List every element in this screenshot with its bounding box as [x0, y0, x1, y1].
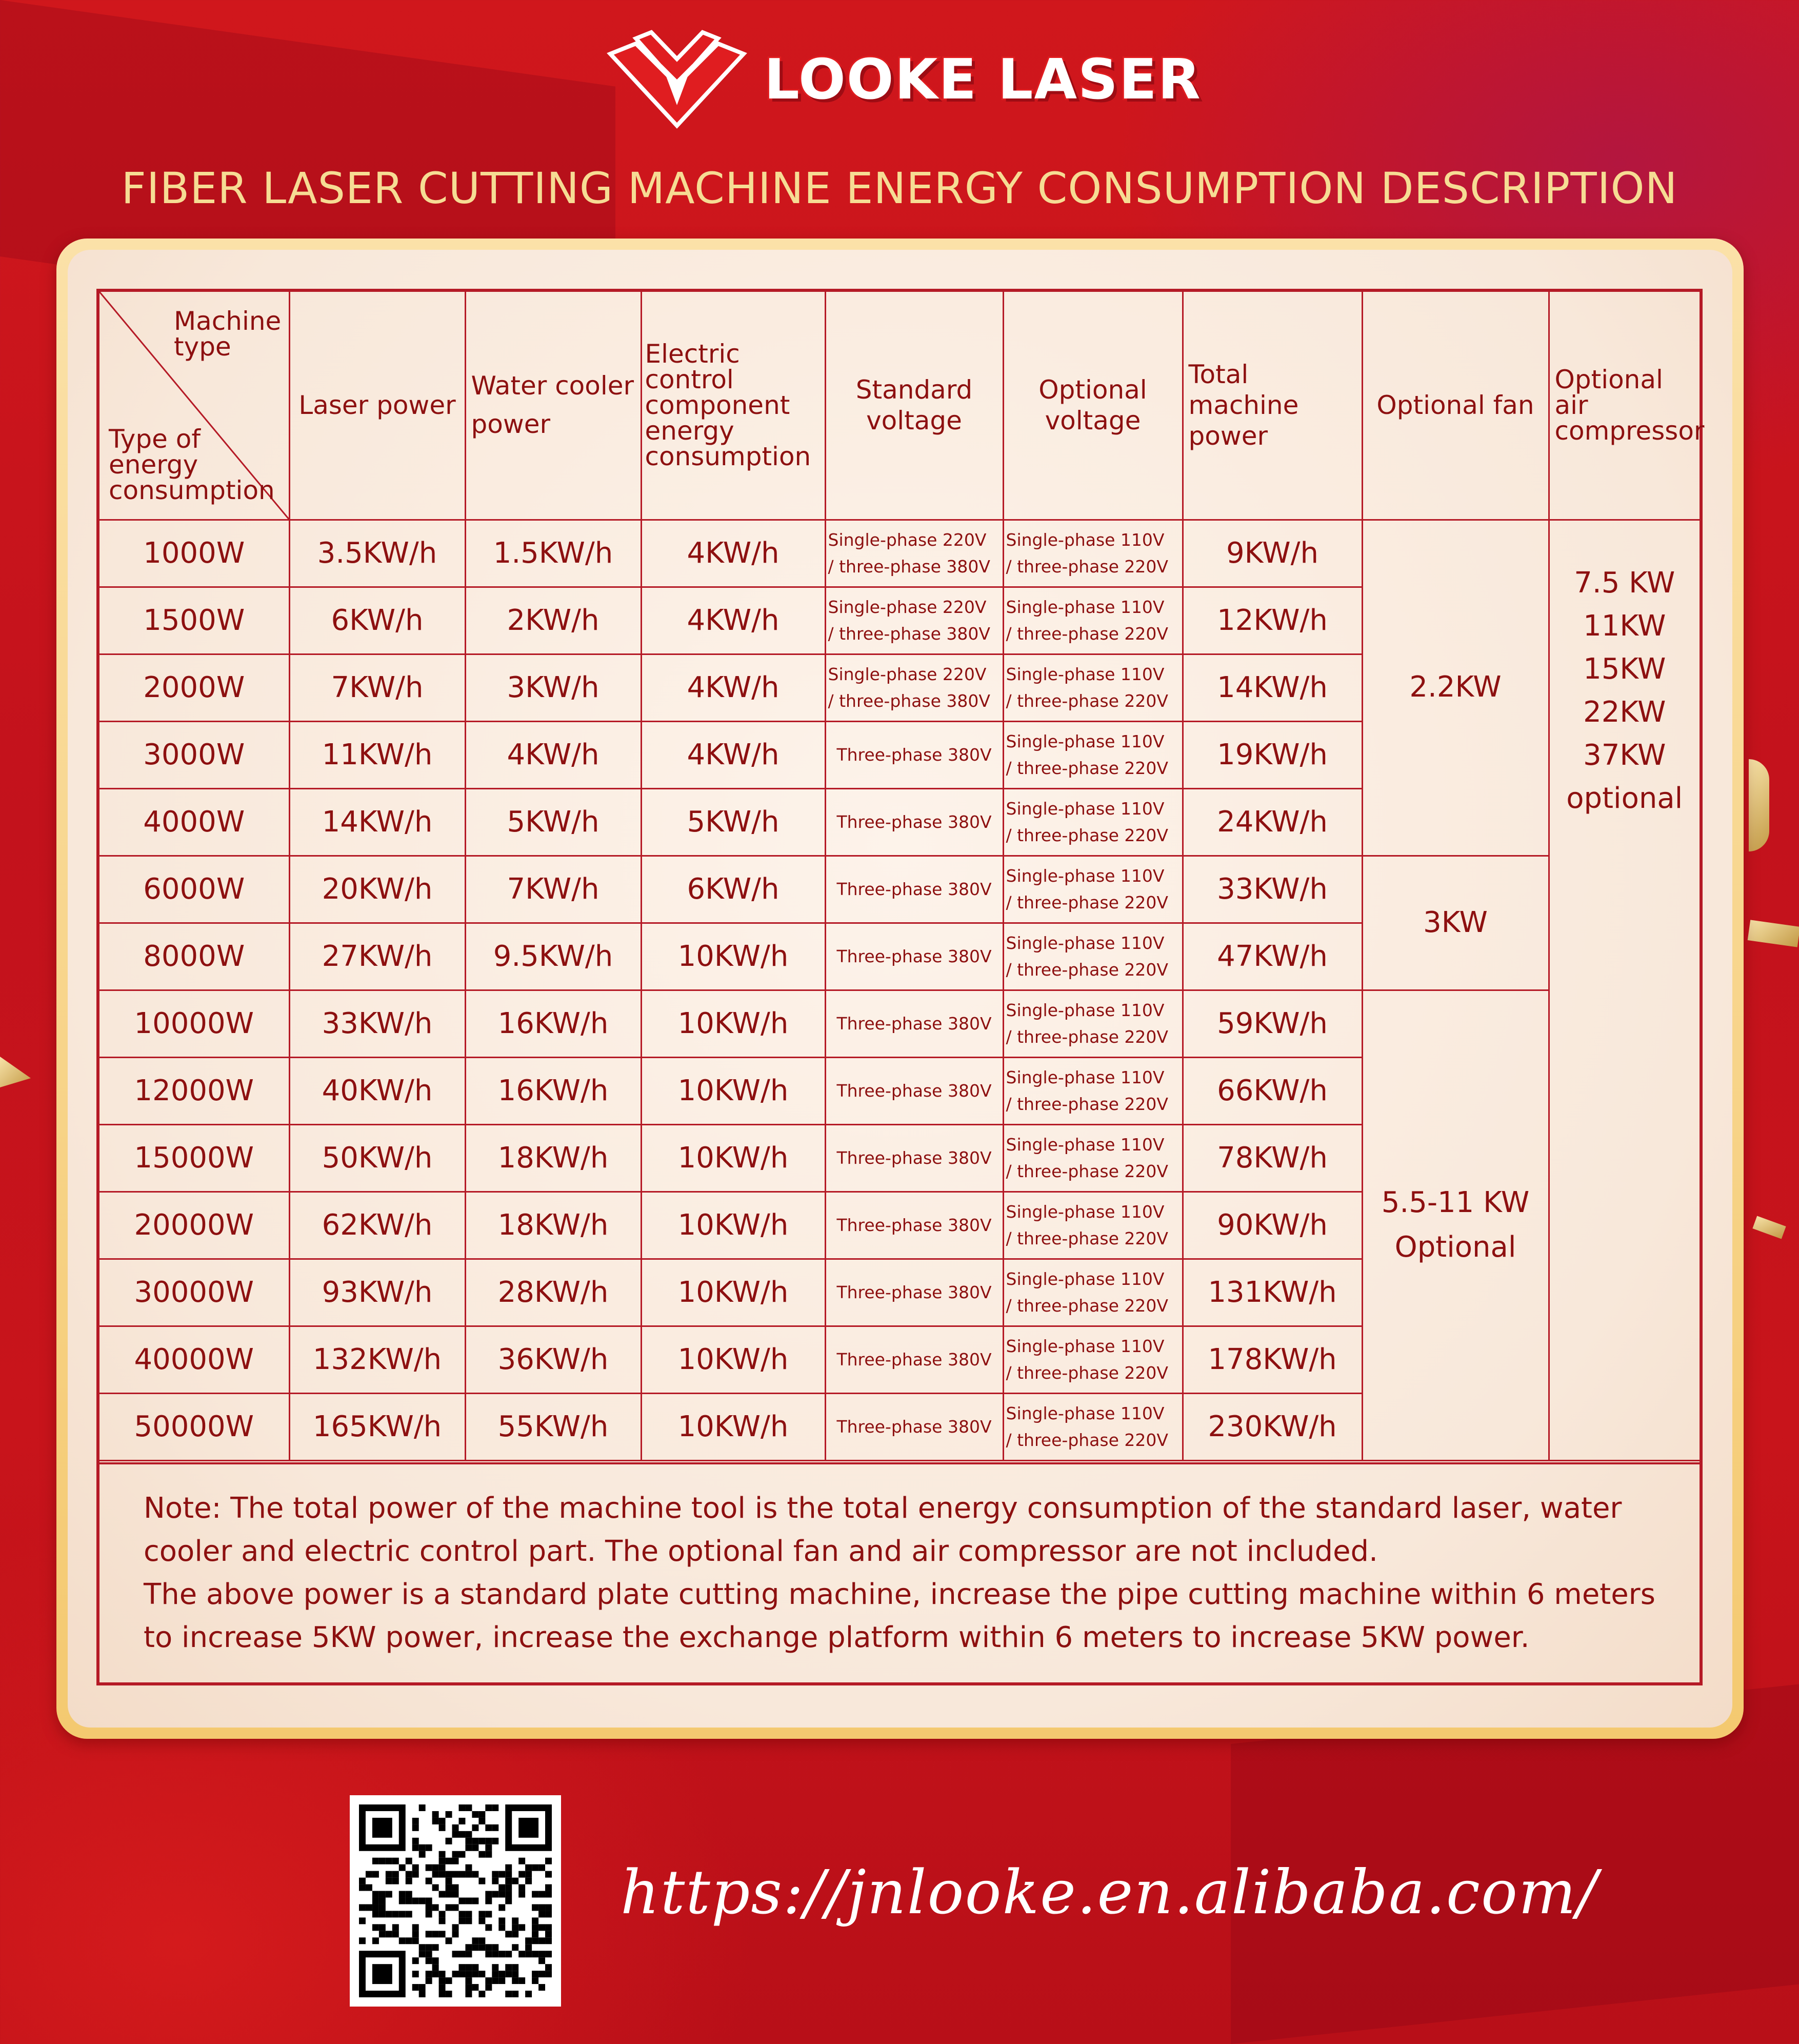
water-cooler-cell: 18KW/h	[465, 1192, 641, 1259]
table-row	[99, 520, 1700, 587]
model-cell: 6000W	[99, 856, 289, 923]
standard-voltage-line2: / three-phase 380V	[828, 690, 990, 711]
optional-voltage-line2: / three-phase 220V	[1006, 1094, 1168, 1114]
optional-voltage-line1: Single-phase 110V	[1006, 1269, 1165, 1289]
optional-voltage-line2: / three-phase 220V	[1006, 959, 1168, 980]
optional-voltage-cell	[1003, 1393, 1183, 1460]
total-power-cell: 12KW/h	[1183, 587, 1362, 654]
laser-power-cell: 14KW/h	[289, 788, 465, 856]
air-option: 37KW	[1583, 738, 1666, 772]
store-url-link[interactable]: https://jnlooke.en.alibaba.com/	[621, 1857, 1598, 1928]
optional-voltage-line2: / three-phase 220V	[1006, 1430, 1168, 1450]
optional-voltage-line2: / three-phase 220V	[1006, 1228, 1168, 1248]
model-cell: 12000W	[99, 1057, 289, 1124]
optional-voltage-line2: / three-phase 220V	[1006, 758, 1168, 778]
header-water-cooler: Water cooler power	[465, 292, 641, 520]
optional-voltage-cell	[1003, 1124, 1183, 1192]
brand-name: LOOKE LASER	[764, 47, 1202, 112]
optional-voltage-line1: Single-phase 110V	[1006, 1403, 1165, 1424]
water-cooler-cell: 28KW/h	[465, 1259, 641, 1326]
electric-control-cell: 10KW/h	[641, 1057, 825, 1124]
standard-voltage-cell	[825, 520, 1003, 587]
model-cell: 8000W	[99, 923, 289, 990]
water-cooler-cell: 16KW/h	[465, 990, 641, 1057]
table-row	[99, 856, 1700, 923]
air-option: 22KW	[1583, 695, 1666, 729]
qr-code-icon	[359, 1804, 552, 1997]
total-power-cell: 131KW/h	[1183, 1259, 1362, 1326]
water-cooler-cell: 9.5KW/h	[465, 923, 641, 990]
water-cooler-cell: 3KW/h	[465, 654, 641, 721]
optional-voltage-line1: Single-phase 110V	[1006, 1067, 1165, 1088]
header-standard-voltage: Standard voltage	[825, 292, 1003, 520]
electric-control-cell: 10KW/h	[641, 1259, 825, 1326]
optional-voltage-line2: / three-phase 220V	[1006, 1295, 1168, 1316]
table-header-row	[99, 292, 1700, 520]
optional-voltage-cell	[1003, 1326, 1183, 1393]
air-option: 11KW	[1583, 609, 1666, 643]
corner-header	[99, 292, 289, 520]
laser-power-cell: 27KW/h	[289, 923, 465, 990]
corner-top-label: Machine type	[174, 306, 282, 362]
water-cooler-cell: 5KW/h	[465, 788, 641, 856]
optional-voltage-line2: / three-phase 220V	[1006, 825, 1168, 845]
laser-power-cell: 40KW/h	[289, 1057, 465, 1124]
laser-power-cell: 33KW/h	[289, 990, 465, 1057]
standard-voltage-cell: Three-phase 380V	[825, 856, 1003, 923]
model-cell: 10000W	[99, 990, 289, 1057]
spec-table-frame	[96, 289, 1703, 1685]
laser-power-cell: 20KW/h	[289, 856, 465, 923]
note-divider	[99, 1462, 1700, 1464]
header-optional-air: Optional air compressor	[1549, 292, 1700, 520]
standard-voltage-line2: / three-phase 380V	[828, 556, 990, 577]
optional-voltage-line1: Single-phase 110V	[1006, 933, 1165, 954]
optional-voltage-line2: / three-phase 220V	[1006, 623, 1168, 644]
electric-control-cell: 4KW/h	[641, 721, 825, 788]
electric-control-cell: 10KW/h	[641, 990, 825, 1057]
air-compressor-cell	[1549, 520, 1700, 1460]
gold-ribbon-decoration	[1748, 920, 1799, 947]
optional-voltage-line2: / three-phase 220V	[1006, 1026, 1168, 1047]
standard-voltage-cell: Three-phase 380V	[825, 990, 1003, 1057]
header-total-power: Total machine power	[1183, 292, 1362, 520]
fan-group-cell: 2.2KW	[1362, 520, 1549, 856]
corner-bottom-label: Type of energy consumption	[109, 424, 275, 505]
electric-control-cell: 10KW/h	[641, 1192, 825, 1259]
note-text	[144, 1487, 1672, 1659]
air-option: 15KW	[1583, 652, 1666, 686]
optional-voltage-line1: Single-phase 110V	[1006, 799, 1165, 819]
model-cell: 4000W	[99, 788, 289, 856]
laser-power-cell: 93KW/h	[289, 1259, 465, 1326]
qr-code[interactable]	[350, 1795, 561, 2007]
optional-voltage-cell	[1003, 923, 1183, 990]
optional-voltage-line1: Single-phase 110V	[1006, 597, 1165, 618]
water-cooler-cell: 18KW/h	[465, 1124, 641, 1192]
electric-control-cell: 10KW/h	[641, 1124, 825, 1192]
standard-voltage-cell: Three-phase 380V	[825, 1259, 1003, 1326]
model-cell: 2000W	[99, 654, 289, 721]
air-option: optional	[1566, 781, 1683, 815]
optional-voltage-cell	[1003, 1259, 1183, 1326]
optional-voltage-line2: / three-phase 220V	[1006, 690, 1168, 711]
electric-control-cell: 4KW/h	[641, 587, 825, 654]
optional-voltage-cell	[1003, 788, 1183, 856]
model-cell: 1000W	[99, 520, 289, 587]
optional-voltage-line1: Single-phase 110V	[1006, 1202, 1165, 1222]
table-row	[99, 990, 1700, 1057]
laser-power-cell: 6KW/h	[289, 587, 465, 654]
header-optional-voltage: Optional voltage	[1003, 292, 1183, 520]
standard-voltage-cell: Three-phase 380V	[825, 1124, 1003, 1192]
gold-ribbon-decoration	[1752, 1216, 1786, 1239]
electric-control-cell: 6KW/h	[641, 856, 825, 923]
standard-voltage-cell: Three-phase 380V	[825, 721, 1003, 788]
electric-control-cell: 5KW/h	[641, 788, 825, 856]
optional-voltage-cell	[1003, 721, 1183, 788]
energy-consumption-table	[99, 292, 1705, 1461]
optional-voltage-line1: Single-phase 110V	[1006, 1336, 1165, 1357]
optional-voltage-cell	[1003, 587, 1183, 654]
electric-control-cell: 10KW/h	[641, 1393, 825, 1460]
note-paragraph: The above power is a standard plate cutting machine, increase the pipe cutting machine within 6 meters to increase 5KW power, increase the exchange platform within 6 meters to increase 5KW power.	[144, 1578, 1655, 1654]
model-cell: 20000W	[99, 1192, 289, 1259]
total-power-cell: 47KW/h	[1183, 923, 1362, 990]
fan-group-cell: 3KW	[1362, 856, 1549, 990]
optional-voltage-cell	[1003, 856, 1183, 923]
water-cooler-cell: 1.5KW/h	[465, 520, 641, 587]
model-cell: 15000W	[99, 1124, 289, 1192]
optional-voltage-line1: Single-phase 110V	[1006, 1135, 1165, 1155]
water-cooler-cell: 16KW/h	[465, 1057, 641, 1124]
model-cell: 50000W	[99, 1393, 289, 1460]
optional-voltage-line2: / three-phase 220V	[1006, 1362, 1168, 1383]
air-option: 7.5 KW	[1574, 566, 1675, 600]
electric-control-cell: 4KW/h	[641, 520, 825, 587]
water-cooler-cell: 4KW/h	[465, 721, 641, 788]
model-cell: 1500W	[99, 587, 289, 654]
page-title: FIBER LASER CUTTING MACHINE ENERGY CONSUMPTION DESCRIPTION	[121, 163, 1678, 213]
electric-control-cell: 4KW/h	[641, 654, 825, 721]
standard-voltage-cell: Three-phase 380V	[825, 1057, 1003, 1124]
laser-power-cell: 132KW/h	[289, 1326, 465, 1393]
total-power-cell: 90KW/h	[1183, 1192, 1362, 1259]
header-laser-power: Laser power	[289, 292, 465, 520]
optional-voltage-cell	[1003, 654, 1183, 721]
optional-voltage-line1: Single-phase 110V	[1006, 530, 1165, 550]
optional-voltage-line1: Single-phase 110V	[1006, 664, 1165, 685]
total-power-cell: 59KW/h	[1183, 990, 1362, 1057]
looke-logo-icon	[605, 28, 749, 131]
standard-voltage-line1: Single-phase 220V	[828, 664, 987, 685]
standard-voltage-line1: Single-phase 220V	[828, 597, 987, 618]
optional-voltage-cell	[1003, 990, 1183, 1057]
total-power-cell: 66KW/h	[1183, 1057, 1362, 1124]
electric-control-cell: 10KW/h	[641, 1326, 825, 1393]
electric-control-cell: 10KW/h	[641, 923, 825, 990]
standard-voltage-cell: Three-phase 380V	[825, 1326, 1003, 1393]
laser-power-cell: 11KW/h	[289, 721, 465, 788]
header-optional-fan: Optional fan	[1362, 292, 1549, 520]
total-power-cell: 78KW/h	[1183, 1124, 1362, 1192]
optional-voltage-line1: Single-phase 110V	[1006, 1000, 1165, 1021]
standard-voltage-cell: Three-phase 380V	[825, 788, 1003, 856]
standard-voltage-cell	[825, 587, 1003, 654]
standard-voltage-cell: Three-phase 380V	[825, 923, 1003, 990]
water-cooler-cell: 55KW/h	[465, 1393, 641, 1460]
laser-power-cell: 165KW/h	[289, 1393, 465, 1460]
fan-group-cell	[1362, 990, 1549, 1460]
fan-range: 5.5-11 KW	[1381, 1185, 1530, 1219]
laser-power-cell: 7KW/h	[289, 654, 465, 721]
gold-ribbon-decoration	[0, 1057, 31, 1087]
laser-power-cell: 62KW/h	[289, 1192, 465, 1259]
standard-voltage-cell: Three-phase 380V	[825, 1192, 1003, 1259]
standard-voltage-line2: / three-phase 380V	[828, 623, 990, 644]
model-cell: 40000W	[99, 1326, 289, 1393]
water-cooler-cell: 36KW/h	[465, 1326, 641, 1393]
standard-voltage-cell	[825, 654, 1003, 721]
optional-voltage-line2: / three-phase 220V	[1006, 892, 1168, 912]
optional-voltage-cell	[1003, 520, 1183, 587]
water-cooler-cell: 2KW/h	[465, 587, 641, 654]
standard-voltage-cell: Three-phase 380V	[825, 1393, 1003, 1460]
optional-voltage-line1: Single-phase 110V	[1006, 866, 1165, 886]
optional-voltage-line2: / three-phase 220V	[1006, 1161, 1168, 1181]
water-cooler-cell: 7KW/h	[465, 856, 641, 923]
optional-voltage-cell	[1003, 1057, 1183, 1124]
note-paragraph: Note: The total power of the machine tool is the total energy consumption of the standard laser, water cooler and electric control part. The optional fan and air compressor are not included.	[144, 1492, 1622, 1568]
laser-power-cell: 50KW/h	[289, 1124, 465, 1192]
fan-optional: Optional	[1394, 1230, 1516, 1264]
total-power-cell: 24KW/h	[1183, 788, 1362, 856]
model-cell: 30000W	[99, 1259, 289, 1326]
optional-voltage-line1: Single-phase 110V	[1006, 731, 1165, 752]
total-power-cell: 178KW/h	[1183, 1326, 1362, 1393]
standard-voltage-line1: Single-phase 220V	[828, 530, 987, 550]
header-electric-control: Electric control component energy consumption	[641, 292, 825, 520]
model-cell: 3000W	[99, 721, 289, 788]
laser-power-cell: 3.5KW/h	[289, 520, 465, 587]
total-power-cell: 9KW/h	[1183, 520, 1362, 587]
brand-logo	[605, 28, 1202, 131]
total-power-cell: 33KW/h	[1183, 856, 1362, 923]
gold-ribbon-decoration	[1749, 759, 1769, 851]
optional-voltage-cell	[1003, 1192, 1183, 1259]
optional-voltage-line2: / three-phase 220V	[1006, 556, 1168, 577]
total-power-cell: 19KW/h	[1183, 721, 1362, 788]
total-power-cell: 230KW/h	[1183, 1393, 1362, 1460]
total-power-cell: 14KW/h	[1183, 654, 1362, 721]
